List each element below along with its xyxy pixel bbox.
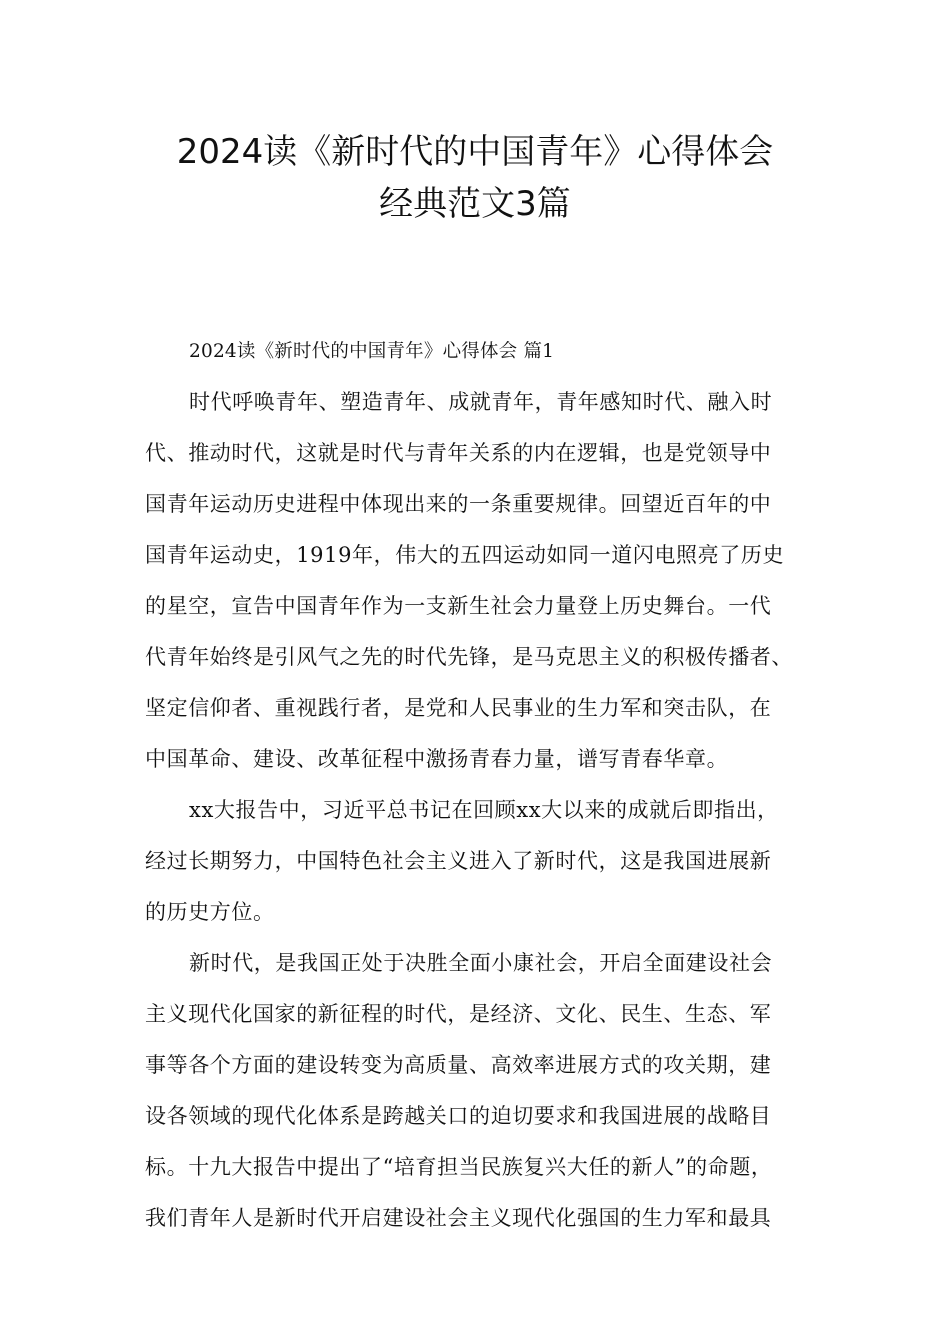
paragraph-2	[145, 785, 825, 938]
paragraph-line: 时代呼唤青年、塑造青年、成就青年，青年感知时代、融入时	[189, 390, 773, 414]
section-heading: 2024读《新时代的中国青年》心得体会 篇1	[189, 341, 555, 362]
paragraph-line: xx大报告中，习近平总书记在回顾xx大以来的成就后即指出，	[189, 798, 779, 822]
paragraph-line: 经过长期努力，中国特色社会主义进入了新时代，这是我国进展新	[145, 849, 772, 873]
paragraph-line: 新时代，是我国正处于决胜全面小康社会，开启全面建设社会	[189, 951, 773, 975]
paragraph-line: 国青年运动历史进程中体现出来的一条重要规律。回望近百年的中	[145, 492, 772, 516]
paragraph-line: 代青年始终是引风气之先的时代先锋，是马克思主义的积极传播者、	[145, 645, 793, 669]
paragraph-line: 国青年运动史，1919年，伟大的五四运动如同一道闪电照亮了历史	[145, 543, 785, 567]
paragraph-line: 的历史方位。	[145, 900, 275, 924]
document-title-line-1: 2024读《新时代的中国青年》心得体会	[176, 132, 774, 172]
paragraph-line: 主义现代化国家的新征程的时代，是经济、文化、民生、生态、军	[145, 1002, 772, 1026]
paragraph-line: 标。十九大报告中提出了“培育担当民族复兴大任的新人”的命题，	[145, 1155, 773, 1179]
paragraph-line: 中国革命、建设、改革征程中激扬青春力量，谱写青春华章。	[145, 747, 729, 771]
paragraph-1	[145, 377, 825, 785]
document-title-line-2: 经典范文3篇	[379, 184, 571, 224]
paragraph-line: 我们青年人是新时代开启建设社会主义现代化强国的生力军和最具	[145, 1206, 772, 1230]
paragraph-line: 设各领域的现代化体系是跨越关口的迫切要求和我国进展的战略目	[145, 1104, 772, 1128]
paragraph-line: 事等各个方面的建设转变为高质量、高效率进展方式的攻关期，建	[145, 1053, 772, 1077]
paragraph-3	[145, 938, 825, 1244]
paragraph-line: 的星空，宣告中国青年作为一支新生社会力量登上历史舞台。一代	[145, 594, 772, 618]
paragraph-line: 代、推动时代，这就是时代与青年关系的内在逻辑，也是党领导中	[145, 441, 772, 465]
paragraph-line: 坚定信仰者、重视践行者，是党和人民事业的生力军和突击队，在	[145, 696, 772, 720]
document-body	[145, 326, 825, 1244]
